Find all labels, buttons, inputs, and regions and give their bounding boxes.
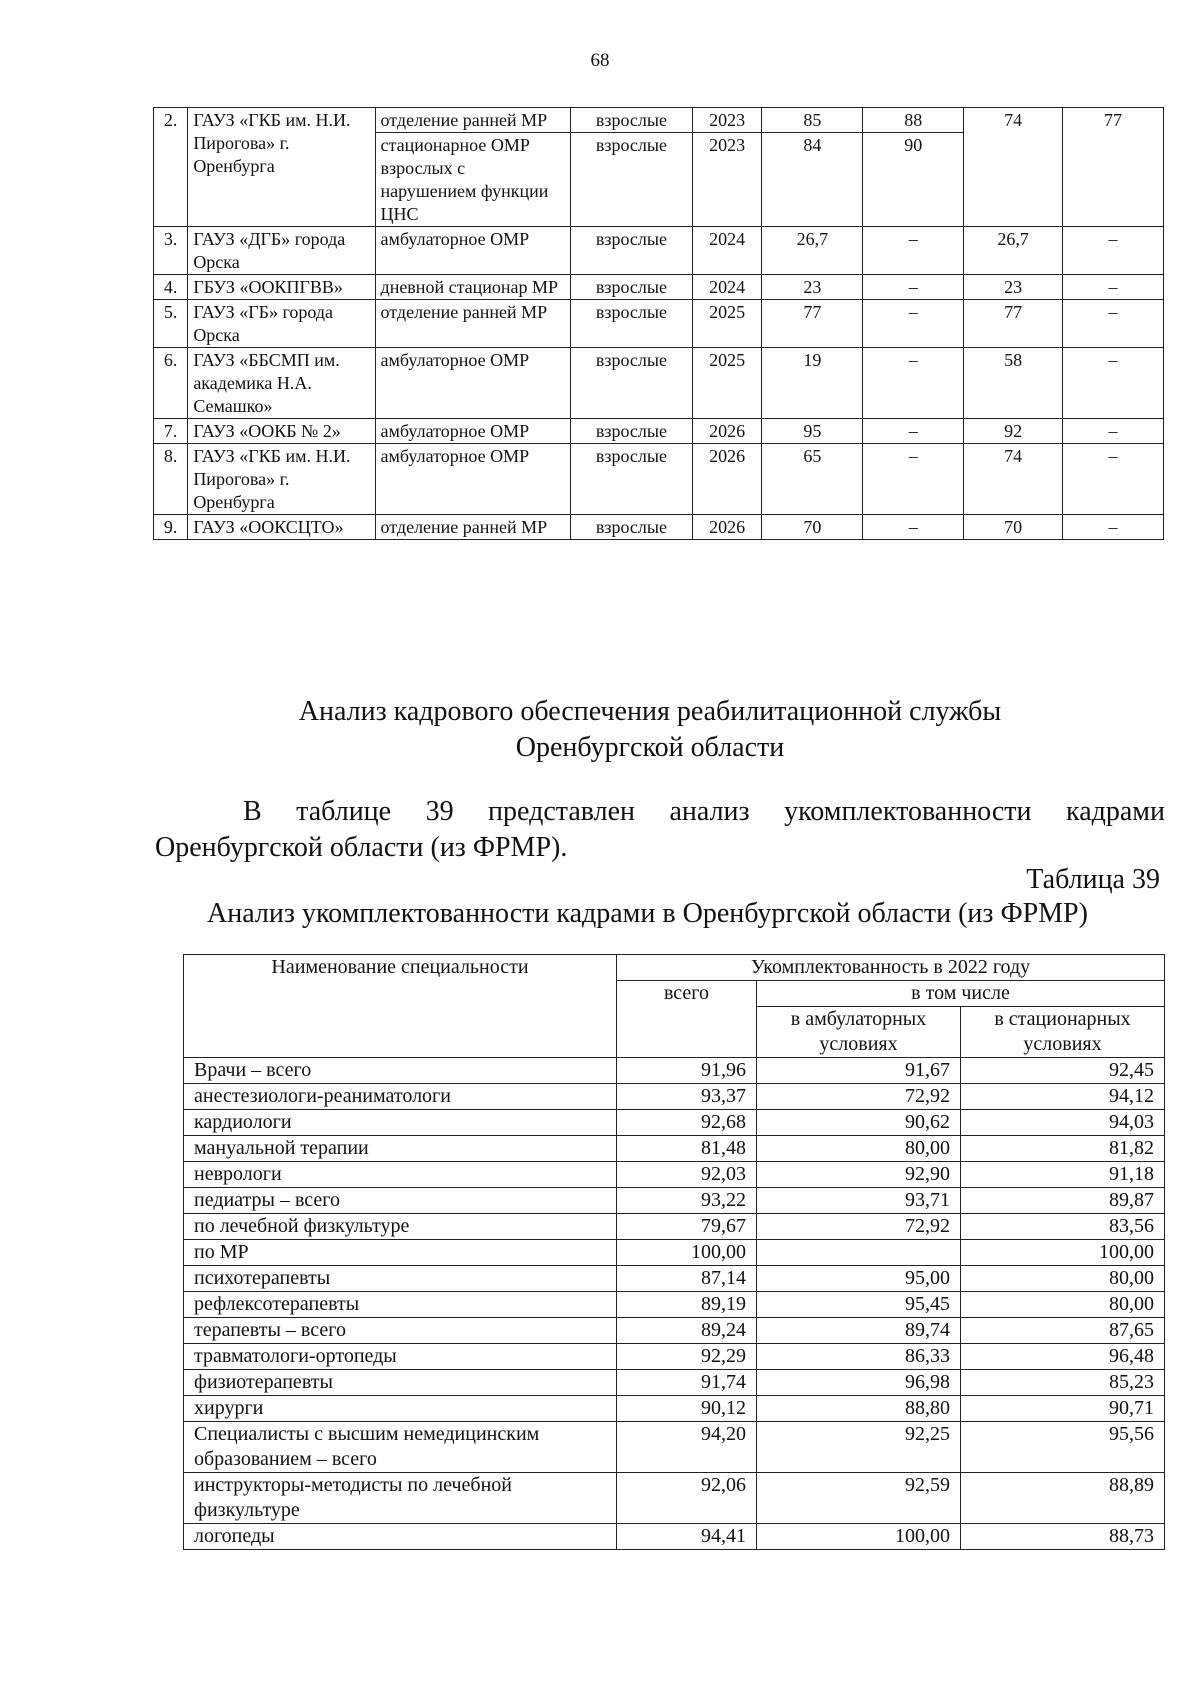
inpatient-value: 80,00 bbox=[961, 1266, 1165, 1292]
total-value: 90,12 bbox=[617, 1396, 757, 1422]
unit-form: отделение ранней МР bbox=[375, 300, 571, 348]
value-2: – bbox=[863, 300, 964, 348]
value-4: 77 bbox=[1063, 108, 1164, 227]
page-number: 68 bbox=[590, 50, 610, 71]
unit-form: амбулаторное ОМР bbox=[375, 348, 571, 419]
specialty-name: физиотерапевты bbox=[184, 1370, 617, 1396]
inpatient-value: 96,48 bbox=[961, 1344, 1165, 1370]
value-3: 23 bbox=[964, 275, 1063, 300]
outpatient-value: 90,62 bbox=[757, 1110, 961, 1136]
section-heading-line-1: Анализ кадрового обеспечения реабилитационной службы bbox=[298, 696, 1002, 727]
unit-form: отделение ранней МР bbox=[375, 108, 571, 133]
value-3: 74 bbox=[964, 108, 1063, 227]
table-row bbox=[154, 515, 1164, 540]
total-value: 79,67 bbox=[617, 1214, 757, 1240]
total-value: 89,19 bbox=[617, 1292, 757, 1318]
table-row bbox=[184, 1266, 1165, 1292]
value-3: 92 bbox=[964, 419, 1063, 444]
outpatient-value: 89,74 bbox=[757, 1318, 961, 1344]
year: 2023 bbox=[692, 108, 762, 133]
specialty-name: рефлексотерапевты bbox=[184, 1292, 617, 1318]
value-4: – bbox=[1063, 227, 1164, 275]
value-1: 77 bbox=[762, 300, 863, 348]
organization: ГБУЗ «ООКПГВВ» bbox=[188, 275, 375, 300]
organization: ГАУЗ «ГКБ им. Н.И. Пирогова» г. Оренбурга bbox=[188, 444, 375, 515]
total-value: 91,96 bbox=[617, 1058, 757, 1084]
value-3: 77 bbox=[964, 300, 1063, 348]
table-row bbox=[184, 1473, 1165, 1524]
value-1: 95 bbox=[762, 419, 863, 444]
table-row bbox=[154, 108, 1164, 133]
outpatient-value: 86,33 bbox=[757, 1344, 961, 1370]
inpatient-value: 94,03 bbox=[961, 1110, 1165, 1136]
total-value: 89,24 bbox=[617, 1318, 757, 1344]
inpatient-value: 95,56 bbox=[961, 1422, 1165, 1473]
total-value: 100,00 bbox=[617, 1240, 757, 1266]
value-1: 19 bbox=[762, 348, 863, 419]
inpatient-value: 81,82 bbox=[961, 1136, 1165, 1162]
row-number: 5. bbox=[154, 300, 188, 348]
table-row bbox=[184, 1318, 1165, 1344]
table-row bbox=[184, 1370, 1165, 1396]
value-4: – bbox=[1063, 348, 1164, 419]
specialty-name: хирурги bbox=[184, 1396, 617, 1422]
year: 2024 bbox=[692, 227, 762, 275]
value-3: 74 bbox=[964, 444, 1063, 515]
table-row bbox=[184, 1240, 1165, 1266]
section-heading-line-2: Оренбургской области bbox=[515, 732, 785, 763]
unit-form: стационарное ОМР взрослых с нарушением функции ЦНС bbox=[375, 133, 571, 227]
value-2: 90 bbox=[863, 133, 964, 227]
inpatient-value: 91,18 bbox=[961, 1162, 1165, 1188]
value-1: 85 bbox=[762, 108, 863, 133]
header-row bbox=[184, 955, 1165, 981]
value-1: 26,7 bbox=[762, 227, 863, 275]
header-outpatient: в амбулаторных условиях bbox=[757, 1007, 961, 1058]
year: 2025 bbox=[692, 348, 762, 419]
total-value: 93,22 bbox=[617, 1188, 757, 1214]
table-title: Анализ укомплектованности кадрами в Оренбургской области (из ФРМР) bbox=[207, 898, 1088, 929]
table-row bbox=[184, 1162, 1165, 1188]
table-row bbox=[184, 1344, 1165, 1370]
total-value: 94,41 bbox=[617, 1524, 757, 1550]
contingent: взрослые bbox=[571, 227, 693, 275]
value-4: – bbox=[1063, 515, 1164, 540]
specialty-name: терапевты – всего bbox=[184, 1318, 617, 1344]
value-1: 70 bbox=[762, 515, 863, 540]
unit-form: амбулаторное ОМР bbox=[375, 419, 571, 444]
total-value: 87,14 bbox=[617, 1266, 757, 1292]
header-inpatient: в стационарных условиях bbox=[961, 1007, 1165, 1058]
unit-form: дневной стационар МР bbox=[375, 275, 571, 300]
inpatient-value: 94,12 bbox=[961, 1084, 1165, 1110]
row-number: 4. bbox=[154, 275, 188, 300]
value-2: 88 bbox=[863, 108, 964, 133]
rehab-units-table bbox=[153, 107, 1164, 540]
section-heading bbox=[0, 694, 1200, 766]
value-1: 23 bbox=[762, 275, 863, 300]
outpatient-value: 91,67 bbox=[757, 1058, 961, 1084]
header-staffing: Укомплектованность в 2022 году bbox=[617, 955, 1165, 981]
table-row bbox=[184, 1396, 1165, 1422]
value-1: 65 bbox=[762, 444, 863, 515]
value-2: – bbox=[863, 227, 964, 275]
outpatient-value: 92,25 bbox=[757, 1422, 961, 1473]
inpatient-value: 89,87 bbox=[961, 1188, 1165, 1214]
specialty-name: по МР bbox=[184, 1240, 617, 1266]
contingent: взрослые bbox=[571, 348, 693, 419]
total-value: 81,48 bbox=[617, 1136, 757, 1162]
outpatient-value: 80,00 bbox=[757, 1136, 961, 1162]
specialty-name: логопеды bbox=[184, 1524, 617, 1550]
specialty-name: неврологи bbox=[184, 1162, 617, 1188]
value-4: – bbox=[1063, 419, 1164, 444]
organization: ГАУЗ «ГКБ им. Н.И. Пирогова» г. Оренбурга bbox=[188, 108, 375, 227]
organization: ГАУЗ «ББСМП им. академика Н.А. Семашко» bbox=[188, 348, 375, 419]
unit-form: амбулаторное ОМР bbox=[375, 227, 571, 275]
organization: ГАУЗ «ДГБ» города Орска bbox=[188, 227, 375, 275]
year: 2025 bbox=[692, 300, 762, 348]
table-row bbox=[184, 1292, 1165, 1318]
table-row bbox=[184, 1188, 1165, 1214]
table-row bbox=[154, 275, 1164, 300]
outpatient-value: 95,45 bbox=[757, 1292, 961, 1318]
header-total: всего bbox=[617, 981, 757, 1058]
value-4: – bbox=[1063, 444, 1164, 515]
inpatient-value: 88,73 bbox=[961, 1524, 1165, 1550]
specialty-name: мануальной терапии bbox=[184, 1136, 617, 1162]
table-row bbox=[184, 1084, 1165, 1110]
header-including: в том числе bbox=[757, 981, 1165, 1007]
specialty-name: инструкторы-методисты по лечебной физкультуре bbox=[184, 1473, 617, 1524]
year: 2023 bbox=[692, 133, 762, 227]
total-value: 92,06 bbox=[617, 1473, 757, 1524]
specialty-name: по лечебной физкультуре bbox=[184, 1214, 617, 1240]
inpatient-value: 88,89 bbox=[961, 1473, 1165, 1524]
header-specialty: Наименование специальности bbox=[184, 955, 617, 1058]
contingent: взрослые bbox=[571, 419, 693, 444]
inpatient-value: 100,00 bbox=[961, 1240, 1165, 1266]
year: 2026 bbox=[692, 515, 762, 540]
contingent: взрослые bbox=[571, 515, 693, 540]
table-row bbox=[184, 1214, 1165, 1240]
total-value: 93,37 bbox=[617, 1084, 757, 1110]
outpatient-value: 72,92 bbox=[757, 1084, 961, 1110]
organization: ГАУЗ «ООКБ № 2» bbox=[188, 419, 375, 444]
total-value: 92,29 bbox=[617, 1344, 757, 1370]
contingent: взрослые bbox=[571, 444, 693, 515]
outpatient-value: 92,90 bbox=[757, 1162, 961, 1188]
inpatient-value: 87,65 bbox=[961, 1318, 1165, 1344]
table-row bbox=[154, 300, 1164, 348]
value-3: 70 bbox=[964, 515, 1063, 540]
outpatient-value: 96,98 bbox=[757, 1370, 961, 1396]
table-row bbox=[184, 1524, 1165, 1550]
year: 2026 bbox=[692, 419, 762, 444]
inpatient-value: 80,00 bbox=[961, 1292, 1165, 1318]
row-number: 2. bbox=[154, 108, 188, 227]
unit-form: амбулаторное ОМР bbox=[375, 444, 571, 515]
outpatient-value: 72,92 bbox=[757, 1214, 961, 1240]
row-number: 6. bbox=[154, 348, 188, 419]
total-value: 92,68 bbox=[617, 1110, 757, 1136]
table-row bbox=[154, 444, 1164, 515]
table-row bbox=[154, 227, 1164, 275]
value-2: – bbox=[863, 515, 964, 540]
specialty-name: психотерапевты bbox=[184, 1266, 617, 1292]
contingent: взрослые bbox=[571, 275, 693, 300]
inpatient-value: 92,45 bbox=[961, 1058, 1165, 1084]
table-row bbox=[154, 348, 1164, 419]
value-4: – bbox=[1063, 300, 1164, 348]
contingent: взрослые bbox=[571, 133, 693, 227]
value-2: – bbox=[863, 275, 964, 300]
intro-paragraph: В таблице 39 представлен анализ укомплектованности кадрами Оренбургской области (из ФРМР). bbox=[155, 796, 1165, 863]
organization: ГАУЗ «ООКСЦТО» bbox=[188, 515, 375, 540]
year: 2026 bbox=[692, 444, 762, 515]
total-value: 94,20 bbox=[617, 1422, 757, 1473]
value-2: – bbox=[863, 348, 964, 419]
specialty-name: педиатры – всего bbox=[184, 1188, 617, 1214]
row-number: 3. bbox=[154, 227, 188, 275]
value-2: – bbox=[863, 419, 964, 444]
organization: ГАУЗ «ГБ» города Орска bbox=[188, 300, 375, 348]
inpatient-value: 85,23 bbox=[961, 1370, 1165, 1396]
table-row bbox=[184, 1058, 1165, 1084]
year: 2024 bbox=[692, 275, 762, 300]
table-row bbox=[184, 1422, 1165, 1473]
outpatient-value: 93,71 bbox=[757, 1188, 961, 1214]
contingent: взрослые bbox=[571, 300, 693, 348]
table-row bbox=[154, 419, 1164, 444]
value-1: 84 bbox=[762, 133, 863, 227]
specialty-name: Врачи – всего bbox=[184, 1058, 617, 1084]
staffing-table bbox=[183, 954, 1165, 1550]
specialty-name: анестезиологи-реаниматологи bbox=[184, 1084, 617, 1110]
value-4: – bbox=[1063, 275, 1164, 300]
row-number: 9. bbox=[154, 515, 188, 540]
table-row bbox=[184, 1136, 1165, 1162]
value-2: – bbox=[863, 444, 964, 515]
outpatient-value: 92,59 bbox=[757, 1473, 961, 1524]
specialty-name: Специалисты с высшим немедицинским образованием – всего bbox=[184, 1422, 617, 1473]
inpatient-value: 83,56 bbox=[961, 1214, 1165, 1240]
contingent: взрослые bbox=[571, 108, 693, 133]
row-number: 7. bbox=[154, 419, 188, 444]
outpatient-value: 95,00 bbox=[757, 1266, 961, 1292]
table-label: Таблица 39 bbox=[1026, 864, 1160, 895]
table-row bbox=[184, 1110, 1165, 1136]
outpatient-value bbox=[757, 1240, 961, 1266]
total-value: 92,03 bbox=[617, 1162, 757, 1188]
row-number: 8. bbox=[154, 444, 188, 515]
total-value: 91,74 bbox=[617, 1370, 757, 1396]
value-3: 58 bbox=[964, 348, 1063, 419]
specialty-name: кардиологи bbox=[184, 1110, 617, 1136]
unit-form: отделение ранней МР bbox=[375, 515, 571, 540]
specialty-name: травматологи-ортопеды bbox=[184, 1344, 617, 1370]
outpatient-value: 88,80 bbox=[757, 1396, 961, 1422]
value-3: 26,7 bbox=[964, 227, 1063, 275]
outpatient-value: 100,00 bbox=[757, 1524, 961, 1550]
inpatient-value: 90,71 bbox=[961, 1396, 1165, 1422]
